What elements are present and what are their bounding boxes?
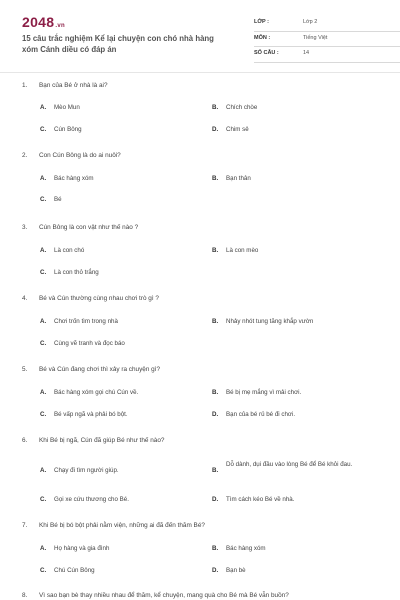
question-number: 8.	[22, 592, 28, 599]
question-stem: Cún Bông là con vật như thế nào ?	[39, 224, 139, 231]
question-text	[22, 295, 159, 302]
option-key: D.	[212, 567, 219, 574]
option-key: A.	[40, 389, 47, 396]
question-text	[22, 82, 108, 89]
logo-suffix: .vn	[55, 23, 65, 29]
option-key: A.	[40, 175, 47, 182]
option-key: C.	[40, 496, 47, 503]
option-text: Chơi trốn tìm trong nhà	[54, 318, 118, 325]
meta-value: Lớp 2	[303, 19, 318, 25]
question-text	[22, 366, 160, 373]
option-key: A.	[40, 104, 47, 111]
meta-info	[254, 16, 400, 63]
meta-row-grade	[254, 16, 400, 32]
option-key: D.	[212, 126, 219, 133]
option-text: Bác hàng xóm gọi chú Cún về.	[54, 389, 139, 396]
option-text: Cùng vẽ tranh và đọc báo	[54, 340, 125, 347]
question-text	[22, 592, 289, 599]
meta-row-subject	[254, 32, 400, 48]
question-text	[22, 152, 121, 159]
option-key: B.	[212, 545, 219, 552]
question-text	[22, 224, 138, 231]
option-text: Chích chòe	[226, 104, 258, 111]
option-text: Bé vấp ngã và phải bó bột.	[54, 411, 128, 418]
option-key: A.	[40, 247, 47, 254]
document-header	[22, 14, 384, 66]
option-text: Mèo Mun	[54, 104, 80, 111]
option-key: B.	[212, 104, 219, 111]
option-text: Bạn thân	[226, 175, 251, 182]
question-number: 3.	[22, 224, 28, 231]
option-key: C.	[40, 340, 47, 347]
option-key: C.	[40, 126, 47, 133]
document-title: 15 câu trắc nghiệm Kể lại chuyện con chó nhà hàng xóm Cánh diều có đáp án	[22, 34, 214, 54]
option-key: B.	[212, 467, 219, 474]
option-text: Là con thỏ trắng	[54, 269, 99, 276]
option-text: Chim sẻ	[226, 126, 249, 133]
option-text: Tìm cách kéo Bé về nhà.	[226, 496, 295, 503]
option-text: Họ hàng và gia đình	[54, 545, 110, 552]
meta-value: Tiếng Việt	[303, 34, 328, 41]
question-number: 7.	[22, 522, 28, 529]
header-divider	[0, 72, 400, 73]
logo-text: 2048	[22, 14, 55, 30]
question-stem: Con Cún Bông là do ai nuôi?	[39, 152, 121, 159]
meta-value: 14	[303, 50, 310, 56]
question-text	[22, 522, 205, 529]
option-key: D.	[212, 411, 219, 418]
question-number: 1.	[22, 82, 28, 89]
option-key: D.	[212, 496, 219, 503]
option-text: Bé	[54, 196, 62, 203]
option-key: B.	[212, 318, 219, 325]
option-key: B.	[212, 389, 219, 396]
option-key: A.	[40, 318, 47, 325]
option-key: C.	[40, 269, 47, 276]
question-number: 6.	[22, 437, 28, 444]
question-text	[22, 437, 164, 444]
option-key: A.	[40, 545, 47, 552]
meta-label: LỚP :	[254, 19, 269, 25]
meta-label: MÔN :	[254, 34, 271, 41]
question-stem: Bé và Cún đang chơi thì xảy ra chuyện gì?	[39, 366, 161, 373]
question-stem: Bé và Cún thường cùng nhau chơi trò gì ?	[39, 295, 159, 302]
question-stem: Khi Bé bị bó bột phải nằm viện, những ai đã đến thăm Bé?	[39, 522, 205, 529]
question-number: 5.	[22, 366, 28, 373]
option-text: Cún Bông	[54, 126, 82, 133]
option-key: A.	[40, 467, 47, 474]
question-stem: Vì sao bạn bè thay nhiều nhau để thăm, kể chuyện, mang quà cho Bé mà Bé vẫn buồn?	[39, 592, 289, 599]
option-text: Bạn của bé rủ bé đi chơi.	[226, 411, 296, 418]
option-text: Chạy đi tìm người giúp.	[54, 467, 119, 474]
option-text: Gọi xe cứu thương cho Bé.	[54, 496, 129, 503]
option-text: Bác hàng xóm	[54, 175, 94, 182]
question-number: 4.	[22, 295, 28, 302]
option-text: Là con mèo	[226, 247, 259, 254]
option-text: Bé bị mẹ mắng vì mải chơi.	[226, 389, 302, 396]
meta-label: SỐ CÂU :	[254, 50, 279, 56]
option-text: Là con chó	[54, 247, 85, 254]
question-stem: Khi Bé bị ngã, Cún đã giúp Bé như thế nào?	[39, 437, 165, 444]
option-key: C.	[40, 196, 47, 203]
option-text: Dỗ dành, dụi đầu vào lòng Bé để Bé khỏi đau.	[226, 461, 353, 468]
meta-row-count	[254, 47, 400, 63]
option-key: C.	[40, 411, 47, 418]
option-key: B.	[212, 247, 219, 254]
site-logo[interactable]	[22, 14, 65, 30]
option-text: Chú Cún Bông	[54, 567, 95, 574]
question-number: 2.	[22, 152, 28, 159]
option-text: Bác hàng xóm	[226, 545, 266, 552]
option-text: Nhảy nhót tung tăng khắp vườn	[226, 318, 314, 325]
option-text: Bạn bè	[226, 567, 246, 574]
question-stem: Bạn của Bé ở nhà là ai?	[39, 82, 108, 89]
option-key: B.	[212, 175, 219, 182]
option-key: C.	[40, 567, 47, 574]
